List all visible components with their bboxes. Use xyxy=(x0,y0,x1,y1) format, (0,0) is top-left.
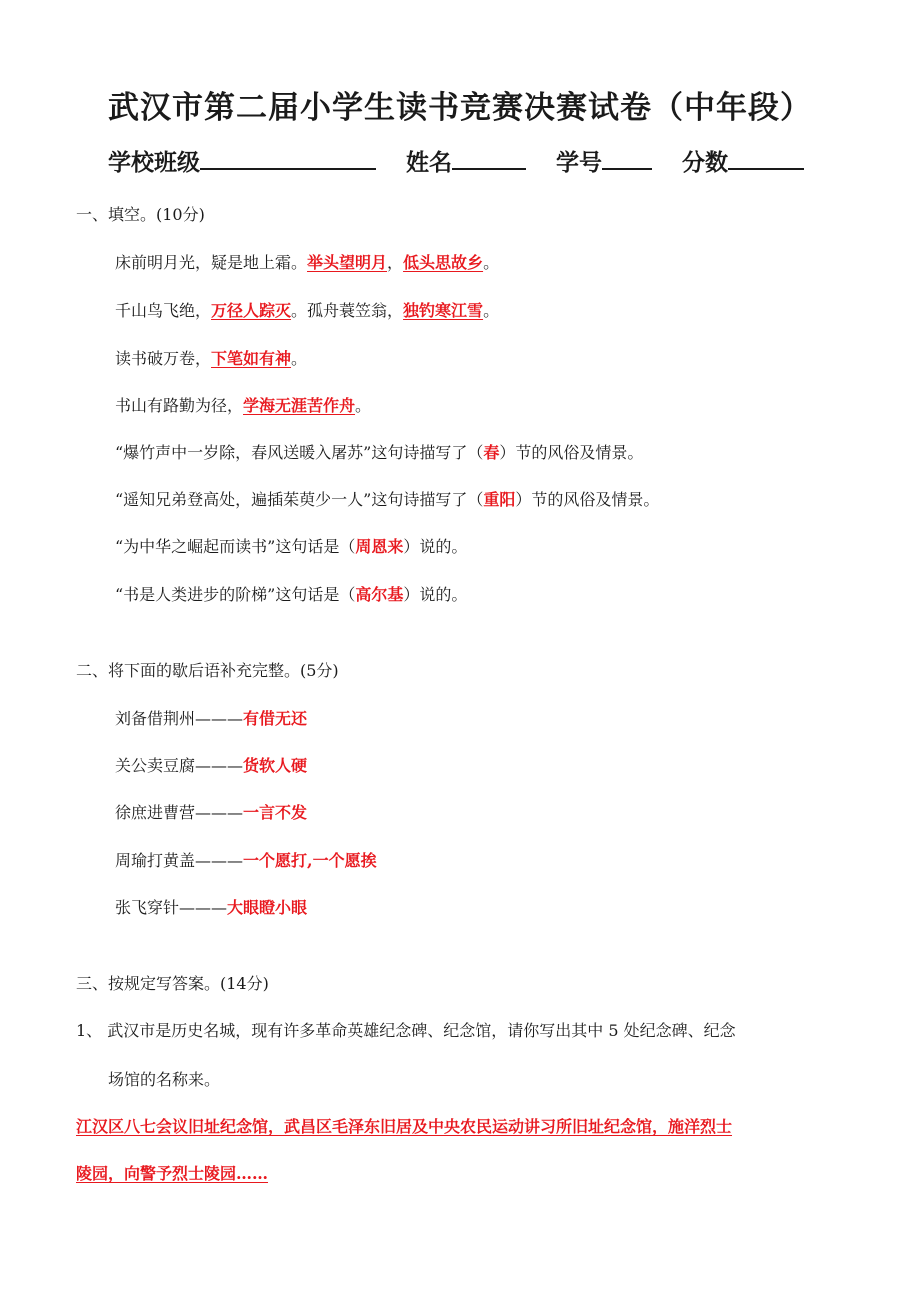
question-text: 。 xyxy=(483,253,500,272)
question-text: “遥知兄弟登高处，遍插茱萸少一人”这句诗描写了（ xyxy=(115,490,484,509)
fill-blank-line xyxy=(115,440,643,463)
question-text: 千山鸟飞绝， xyxy=(115,301,212,320)
student-id-label: 学号 xyxy=(556,149,603,176)
fill-blank-line xyxy=(115,487,659,510)
answer-text: 重阳 xyxy=(483,490,516,509)
fill-blank-line xyxy=(115,250,499,273)
question-text: ， xyxy=(387,253,404,272)
answer-text: 有借无还 xyxy=(243,709,308,728)
school-class-blank[interactable] xyxy=(200,146,376,170)
student-info-row xyxy=(108,144,804,177)
question-1-line2: 场馆的名称来。 xyxy=(108,1070,221,1089)
school-class-label: 学校班级 xyxy=(108,149,200,176)
answer-text: 独钓寒江雪 xyxy=(403,301,484,320)
xiehouyu-item xyxy=(115,753,307,776)
xiehouyu-item xyxy=(115,706,307,729)
answer-1-line1: 江汉区八七会议旧址纪念馆，武昌区毛泽东旧居及中央农民运动讲习所旧址纪念馆，施洋烈士 xyxy=(76,1117,733,1136)
question-text: 刘备借荆州——— xyxy=(115,709,244,728)
fill-blank-line xyxy=(115,298,499,321)
answer-1-line2: 陵园，向警予烈士陵园…… xyxy=(76,1164,269,1183)
answer-text: 春 xyxy=(483,443,500,462)
question-text: “为中华之崛起而读书”这句话是（ xyxy=(115,537,356,556)
section1-heading: 一、填空。(10分) xyxy=(76,205,205,224)
answer-text: 一个愿打,一个愿挨 xyxy=(243,851,377,870)
answer-text: 货软人硬 xyxy=(243,756,308,775)
answer-text: 大眼瞪小眼 xyxy=(227,898,308,917)
xiehouyu-item xyxy=(115,848,377,871)
score-label: 分数 xyxy=(682,149,729,176)
question-text: 读书破万卷， xyxy=(115,349,212,368)
question-text: ）说的。 xyxy=(403,537,468,556)
question-text: 周瑜打黄盖——— xyxy=(115,851,244,870)
question-text: 。 xyxy=(483,301,500,320)
question-text: 徐庶进曹营——— xyxy=(115,803,244,822)
answer-text: 周恩来 xyxy=(355,537,404,556)
answer-text: 一言不发 xyxy=(243,803,308,822)
question-text: ）节的风俗及情景。 xyxy=(515,490,660,509)
fill-blank-line xyxy=(115,346,307,369)
question-text: 张飞穿针——— xyxy=(115,898,228,917)
question-text: 。 xyxy=(291,349,308,368)
section3-heading: 三、按规定写答案。(14分) xyxy=(76,974,269,993)
answer-text: 举头望明月 xyxy=(307,253,388,272)
name-label: 姓名 xyxy=(406,149,453,176)
xiehouyu-item xyxy=(115,800,307,823)
answer-text: 低头思故乡 xyxy=(403,253,484,272)
question-text: “爆竹声中一岁除，春风送暖入屠苏”这句诗描写了（ xyxy=(115,443,484,462)
answer-text: 万径人踪灭 xyxy=(211,301,292,320)
question-text: ）说的。 xyxy=(403,585,468,604)
student-id-blank[interactable] xyxy=(602,146,652,170)
answer-text: 下笔如有神 xyxy=(211,349,292,368)
fill-blank-line xyxy=(115,393,371,416)
exam-title: 武汉市第二届小学生读书竞赛决赛试卷（中年段） xyxy=(108,90,812,126)
question-text: 书山有路勤为径， xyxy=(115,396,244,415)
section2-heading: 二、将下面的歇后语补充完整。(5分) xyxy=(76,661,339,680)
answer-text: 学海无涯苦作舟 xyxy=(243,396,356,415)
question-text: ）节的风俗及情景。 xyxy=(499,443,644,462)
question-text: “书是人类进步的阶梯”这句话是（ xyxy=(115,585,356,604)
fill-blank-line xyxy=(115,534,467,557)
xiehouyu-item xyxy=(115,895,307,918)
question-1-line1: 1、 武汉市是历史名城，现有许多革命英雄纪念碑、纪念馆，请你写出其中 5 处纪念碑、纪念 xyxy=(76,1021,736,1040)
question-text: 。孤舟蓑笠翁， xyxy=(291,301,404,320)
score-blank[interactable] xyxy=(728,146,804,170)
question-text: 床前明月光，疑是地上霜。 xyxy=(115,253,308,272)
question-text: 。 xyxy=(355,396,372,415)
answer-text: 高尔基 xyxy=(355,585,404,604)
question-text: 关公卖豆腐——— xyxy=(115,756,244,775)
name-blank[interactable] xyxy=(452,146,526,170)
fill-blank-line xyxy=(115,582,467,605)
